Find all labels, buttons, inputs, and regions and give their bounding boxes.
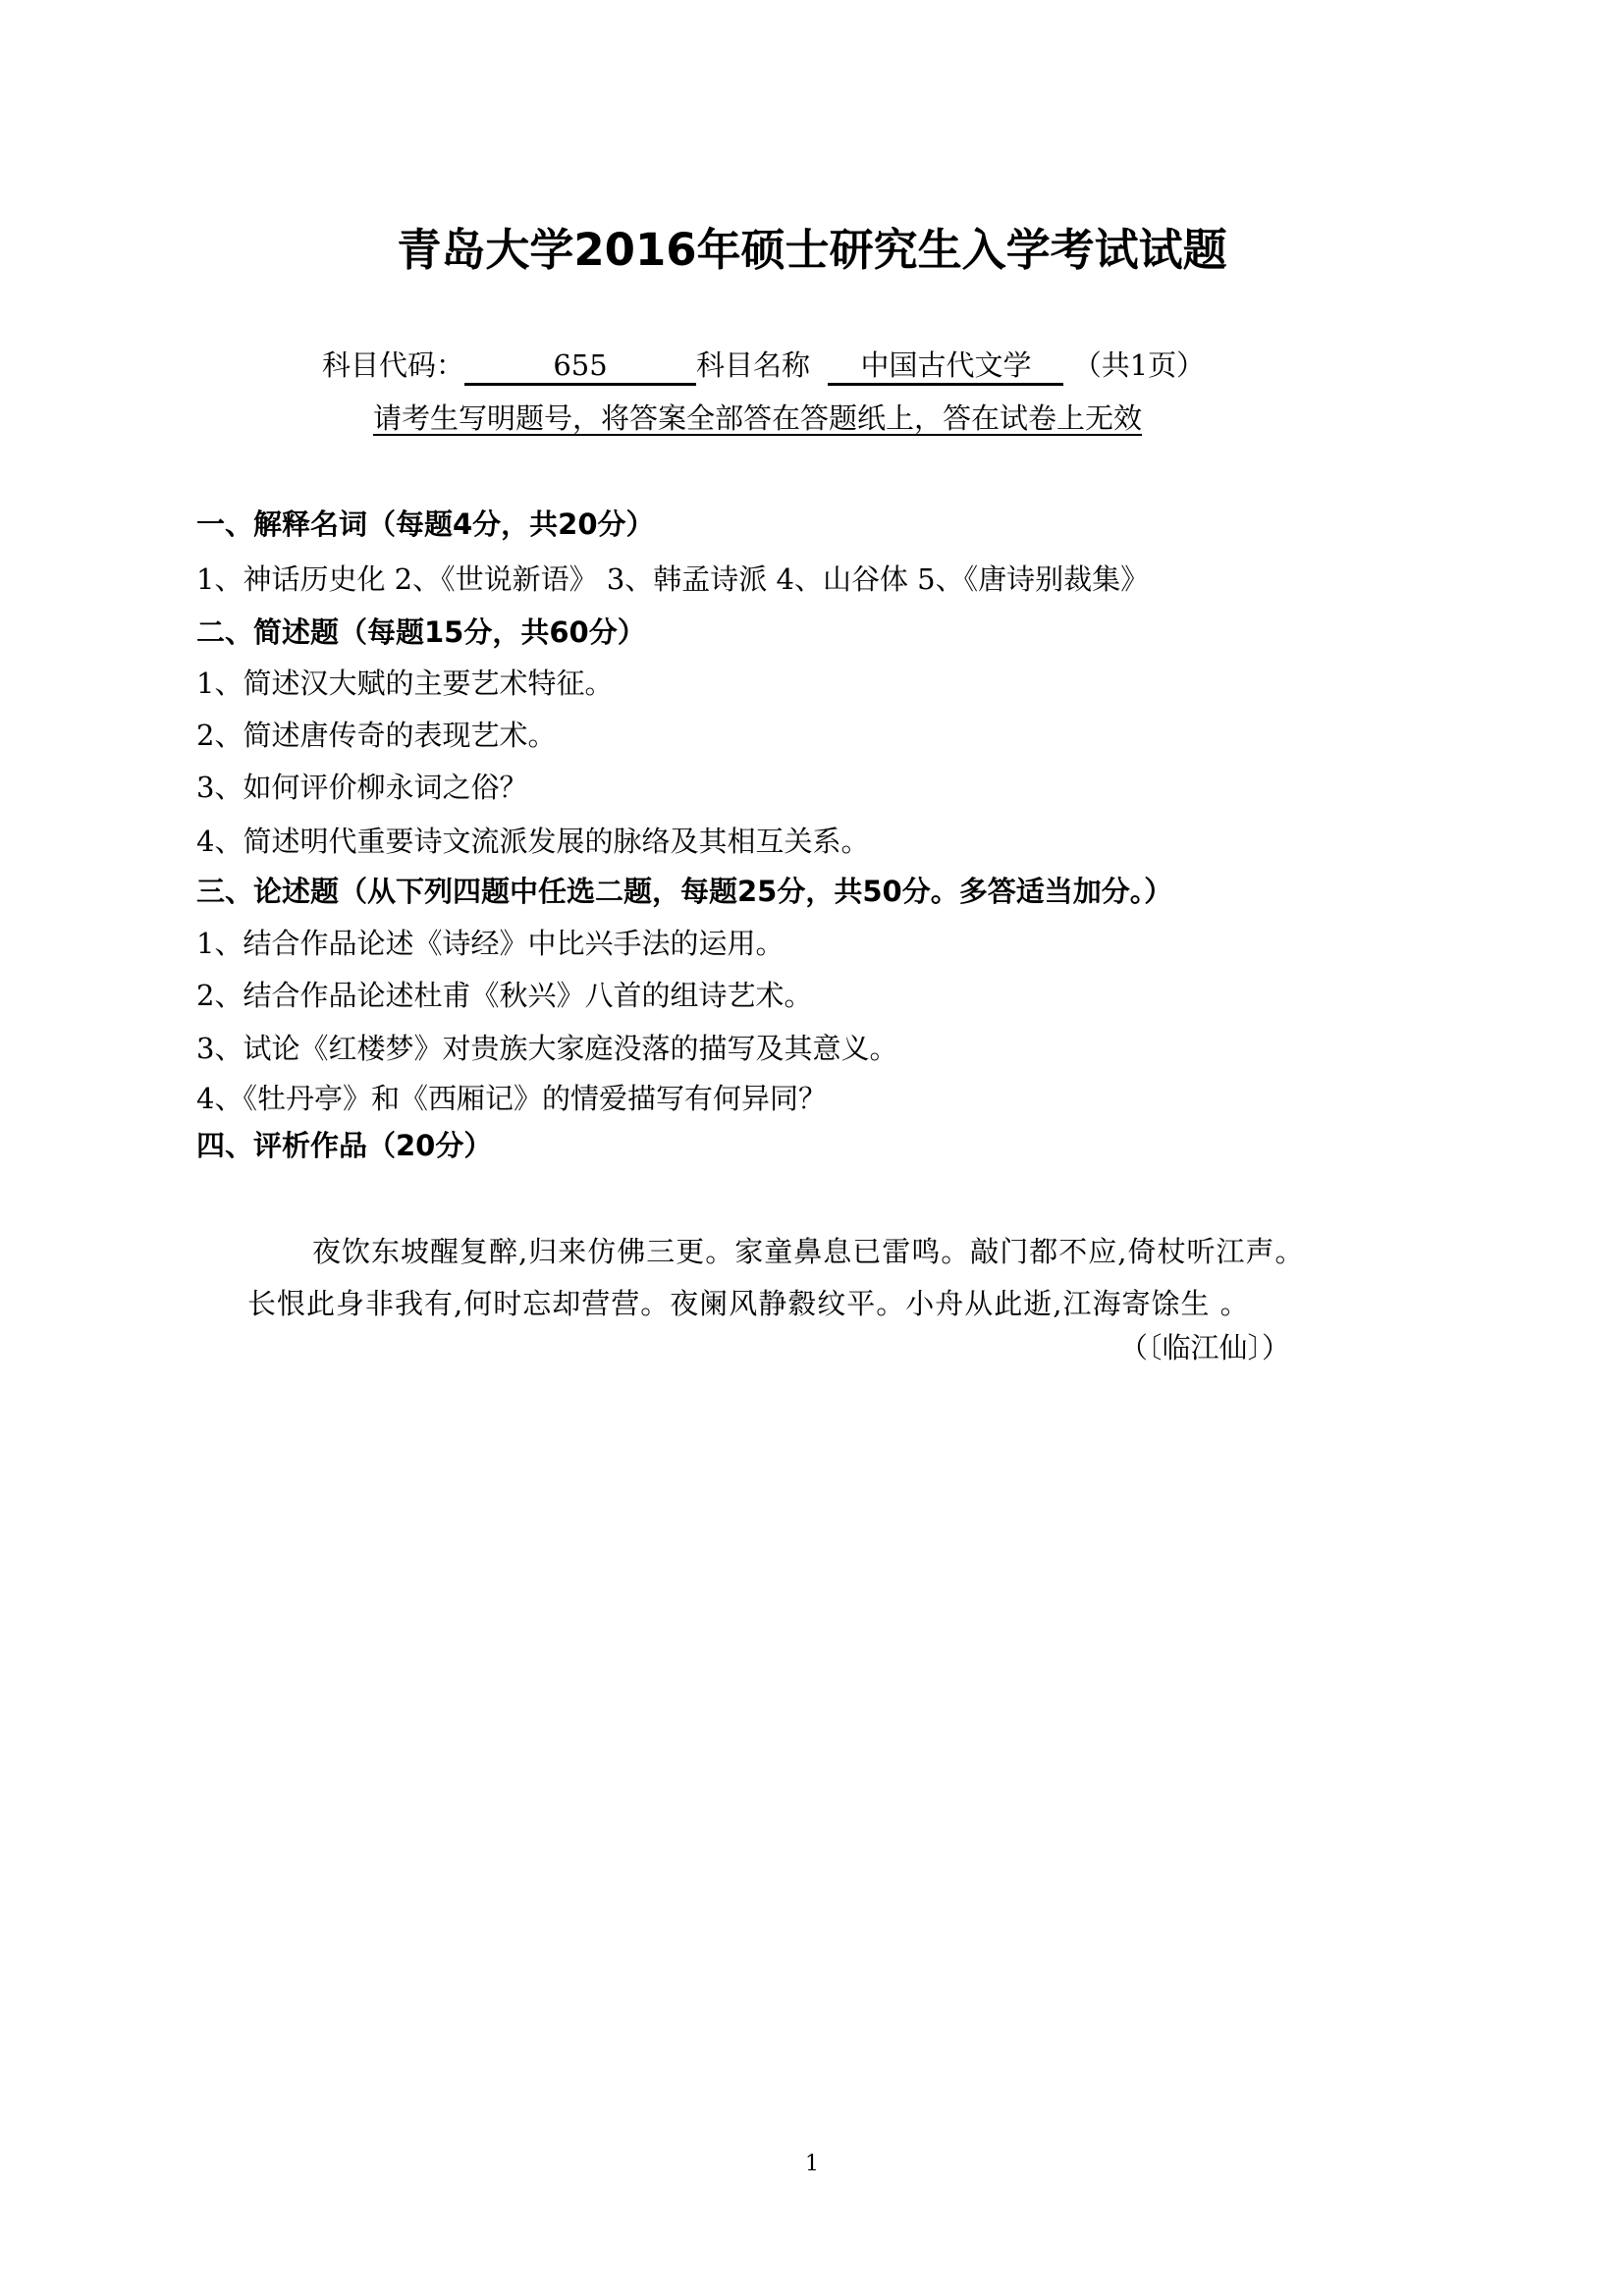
question: 2、结合作品论述杜甫《秋兴》八首的组诗艺术。: [196, 979, 813, 1012]
exam-title: 青岛大学2016年硕士研究生入学考试试题: [397, 224, 1227, 276]
subject-name: 中国古代文学: [828, 347, 1063, 386]
question: 4、《牡丹亭》和《西厢记》的情爱描写有何异同？: [196, 1082, 827, 1115]
section-2-heading: 二、简述题（每题15分，共60分）: [196, 615, 646, 649]
section-4-heading: 四、评析作品（20分）: [196, 1129, 493, 1162]
question: 1、简述汉大赋的主要艺术特征。: [196, 667, 614, 700]
notice: 请考生写明题号，将答案全部答在答题纸上，答在试卷上无效: [373, 401, 1143, 435]
section-3-heading: 三、论述题（从下列四题中任选二题，每题25分，共50分。多答适当加分。）: [196, 875, 1173, 908]
subject-name-label: 科目名称: [696, 348, 811, 382]
question: 1、神话历史化 2、《世说新语》 3、韩孟诗派 4、山谷体 5、《唐诗别裁集》: [196, 562, 1150, 596]
question: 3、试论《红楼梦》对贵族大家庭没落的描写及其意义。: [196, 1032, 898, 1065]
subject-code-label: 科目代码：: [322, 348, 465, 382]
section-1-heading: 一、解释名词（每题4分，共20分）: [196, 507, 655, 541]
poem-line-2: 长恨此身非我有,何时忘却营营。夜阑风静縠纹平。小舟从此逝,江海寄馀生 。: [247, 1287, 1250, 1320]
subject-code: 655: [464, 347, 696, 386]
question: 4、简述明代重要诗文流派发展的脉络及其相互关系。: [196, 825, 870, 858]
page-number: 1: [805, 2152, 819, 2176]
question: 1、结合作品论述《诗经》中比兴手法的运用。: [196, 927, 785, 960]
page-count: （共1页）: [1072, 348, 1206, 382]
question: 2、简述唐传奇的表现艺术。: [196, 719, 557, 752]
poem-line-1: 夜饮东坡醒复醉,归来仿佛三更。家童鼻息已雷鸣。敲门都不应,倚杖听江声。: [312, 1235, 1305, 1268]
poem-source: （〔临江仙〕）: [1119, 1331, 1291, 1364]
question: 3、如何评价柳永词之俗？: [196, 771, 528, 804]
subject-line: [322, 347, 1205, 386]
